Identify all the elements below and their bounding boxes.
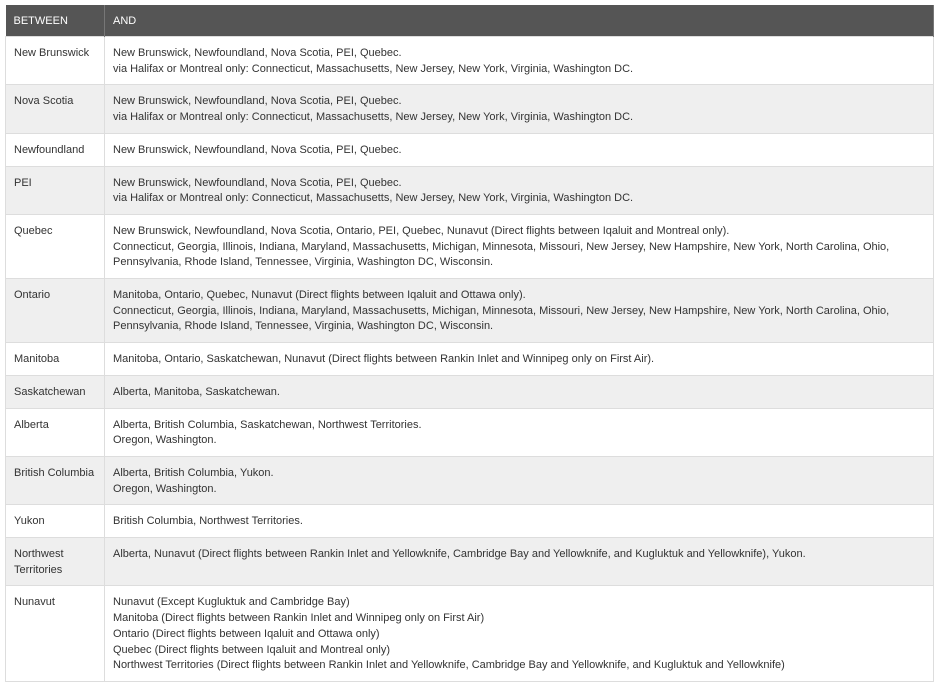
and-cell (105, 37, 934, 85)
and-line: Alberta, British Columbia, Saskatchewan, Northwest Territories. (113, 418, 422, 431)
between-cell: Alberta (6, 408, 105, 456)
between-cell: New Brunswick (6, 37, 105, 85)
routes-table-container (5, 5, 933, 682)
and-line: Manitoba, Ontario, Saskatchewan, Nunavut (Direct flights between Rankin Inlet and Winnipeg only on First Air). (113, 353, 655, 366)
and-line: via Halifax or Montreal only: Connecticut, Massachusetts, New Jersey, New York, Virginia, Washington DC. (113, 62, 634, 75)
and-cell (105, 343, 934, 376)
table-row (6, 343, 934, 376)
and-line: Alberta, Manitoba, Saskatchewan. (113, 385, 280, 398)
and-line: Oregon, Washington. (113, 434, 217, 447)
and-cell (105, 85, 934, 133)
and-cell (105, 538, 934, 586)
and-line: Nunavut (Except Kugluktuk and Cambridge Bay) (113, 596, 350, 609)
header-row (6, 5, 934, 37)
and-cell (105, 456, 934, 504)
and-cell (105, 375, 934, 408)
between-cell: Newfoundland (6, 133, 105, 166)
table-row (6, 538, 934, 586)
table-row (6, 214, 934, 278)
between-cell: Northwest Territories (6, 538, 105, 586)
and-cell (105, 586, 934, 682)
routes-table (5, 5, 934, 682)
and-cell (105, 408, 934, 456)
table-body (6, 37, 934, 682)
table-row (6, 85, 934, 133)
and-cell (105, 133, 934, 166)
and-line: via Halifax or Montreal only: Connecticut, Massachusetts, New Jersey, New York, Virginia, Washington DC. (113, 192, 634, 205)
and-line: Alberta, Nunavut (Direct flights between Rankin Inlet and Yellowknife, Cambridge Bay and Yellowknife, and Kugluktuk and Yellowknife), Yukon. (113, 548, 806, 561)
and-line: Connecticut, Georgia, Illinois, Indiana, Maryland, Massachusetts, Michigan, Minnesota, Missouri, New Jersey, New Hampshire, New York, North Carolina, Ohio, Pennsylvania, Rhode Island, Tennessee, Virginia, Washington DC, Wisconsin. (113, 304, 890, 333)
and-line: Northwest Territories (Direct flights between Rankin Inlet and Yellowknife, Cambridge Bay and Yellowknife, and Kugluktuk and Yellowknife) (113, 659, 785, 672)
table-row (6, 456, 934, 504)
between-cell: Saskatchewan (6, 375, 105, 408)
and-line: New Brunswick, Newfoundland, Nova Scotia, PEI, Quebec. (113, 143, 402, 156)
between-cell: Nunavut (6, 586, 105, 682)
and-line: New Brunswick, Newfoundland, Nova Scotia, PEI, Quebec. (113, 47, 402, 59)
between-cell: Quebec (6, 214, 105, 278)
and-line: Ontario (Direct flights between Iqaluit and Ottawa only) (113, 627, 380, 640)
table-row (6, 166, 934, 214)
and-cell (105, 505, 934, 538)
and-line: Manitoba (Direct flights between Rankin Inlet and Winnipeg only on First Air) (113, 612, 485, 625)
between-cell: British Columbia (6, 456, 105, 504)
and-line: British Columbia, Northwest Territories. (113, 515, 303, 528)
header-between: BETWEEN (6, 5, 105, 37)
table-row (6, 586, 934, 682)
and-cell (105, 166, 934, 214)
and-line: via Halifax or Montreal only: Connecticut, Massachusetts, New Jersey, New York, Virginia, Washington DC. (113, 111, 634, 124)
table-row (6, 133, 934, 166)
between-cell: Ontario (6, 279, 105, 343)
table-row (6, 37, 934, 85)
and-line: Connecticut, Georgia, Illinois, Indiana, Maryland, Massachusetts, Michigan, Minnesota, Missouri, New Jersey, New Hampshire, New York, North Carolina, Ohio, Pennsylvania, Rhode Island, Tennessee, Virginia, Washington DC, Wisconsin. (113, 240, 890, 269)
table-header (6, 5, 934, 37)
between-cell: Manitoba (6, 343, 105, 376)
and-cell (105, 214, 934, 278)
and-cell (105, 279, 934, 343)
table-row (6, 408, 934, 456)
between-cell: Yukon (6, 505, 105, 538)
table-row (6, 375, 934, 408)
and-line: Manitoba, Ontario, Quebec, Nunavut (Direct flights between Iqaluit and Ottawa only). (113, 289, 526, 302)
and-line: New Brunswick, Newfoundland, Nova Scotia, PEI, Quebec. (113, 95, 402, 108)
between-cell: PEI (6, 166, 105, 214)
between-cell: Nova Scotia (6, 85, 105, 133)
table-row (6, 279, 934, 343)
and-line: Alberta, British Columbia, Yukon. (113, 466, 274, 479)
and-line: Quebec (Direct flights between Iqaluit and Montreal only) (113, 643, 390, 656)
and-line: Oregon, Washington. (113, 482, 217, 495)
and-line: New Brunswick, Newfoundland, Nova Scotia, Ontario, PEI, Quebec, Nunavut (Direct flights between Iqaluit and Montreal only). (113, 224, 730, 237)
header-and: AND (105, 5, 934, 37)
table-row (6, 505, 934, 538)
and-line: New Brunswick, Newfoundland, Nova Scotia, PEI, Quebec. (113, 176, 402, 189)
